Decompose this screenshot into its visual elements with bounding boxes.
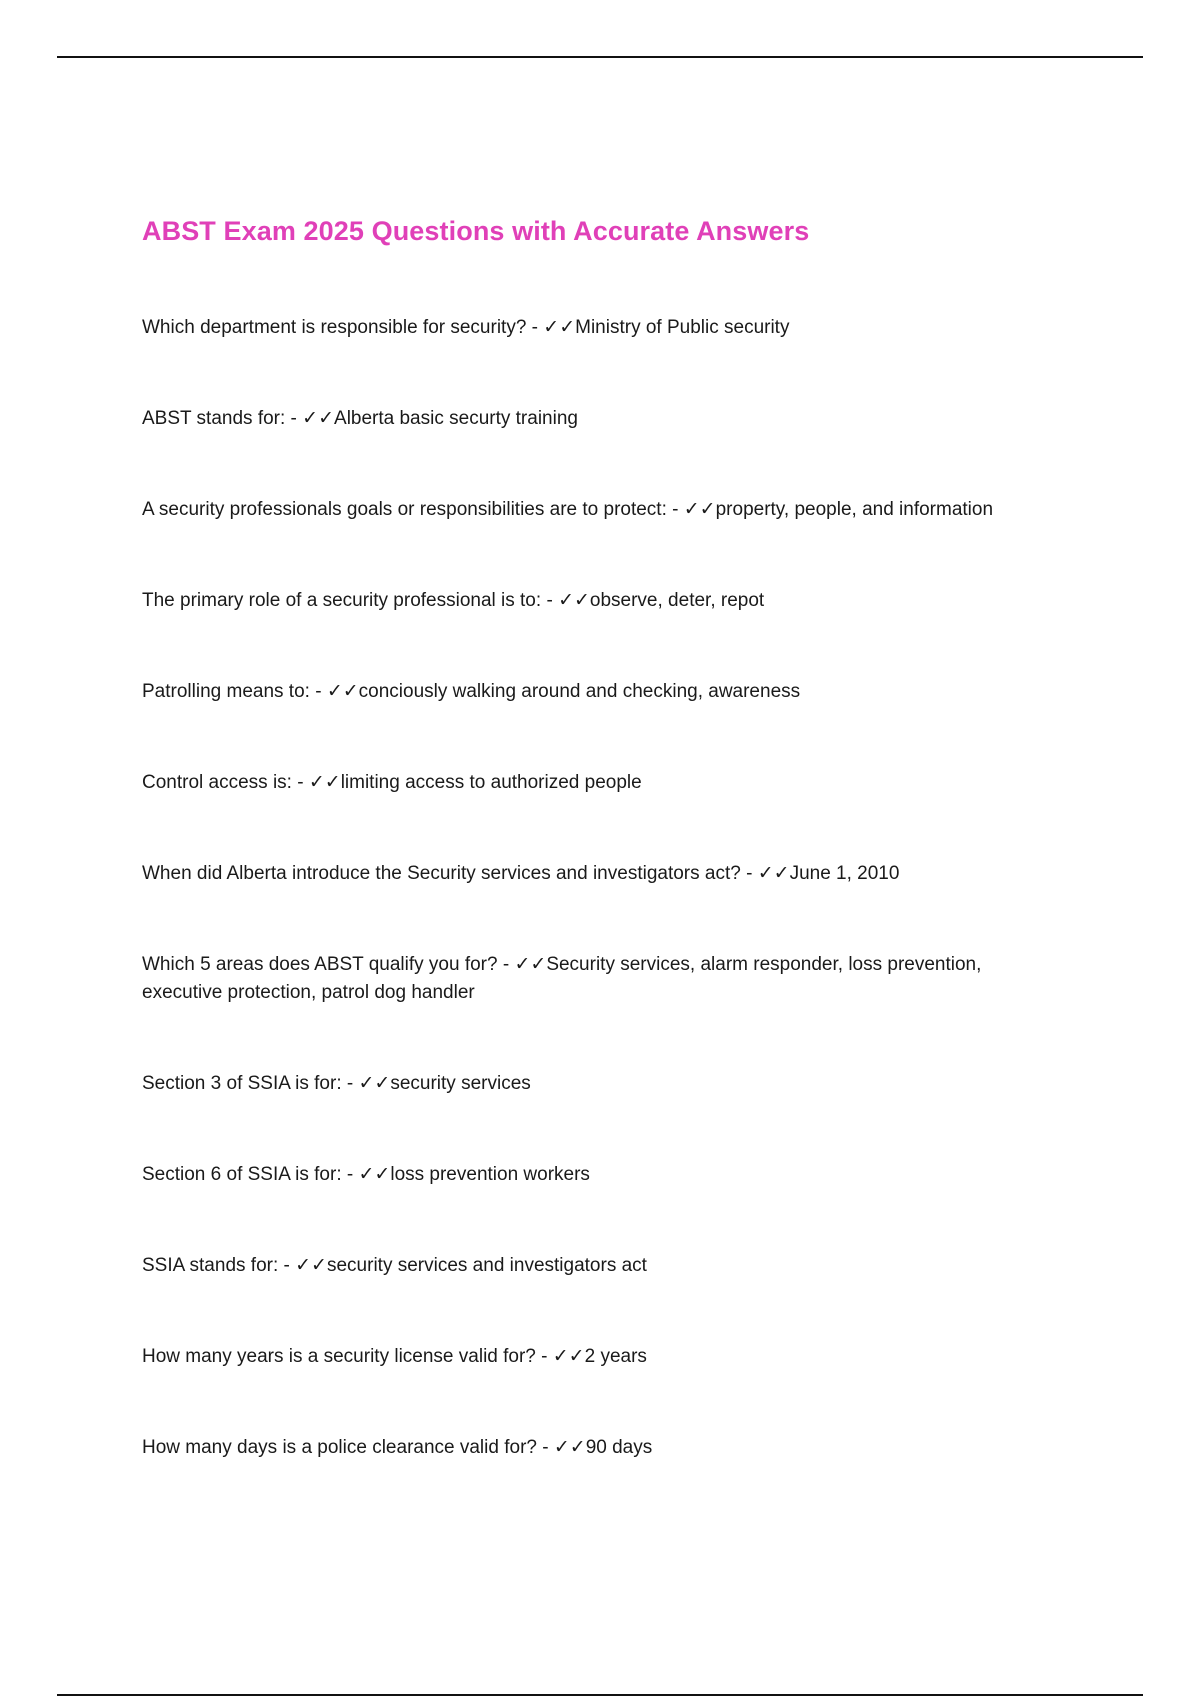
qa-item: How many days is a police clearance valid for? - ✓✓90 days: [142, 1437, 653, 1458]
answer: 90 days: [585, 1437, 653, 1458]
question: Which 5 areas does ABST qualify you for?: [142, 954, 498, 975]
answer: security services and investigators act: [326, 1255, 647, 1276]
answer: security services: [390, 1073, 531, 1094]
question: Section 6 of SSIA is for:: [142, 1164, 342, 1185]
question: SSIA stands for:: [142, 1255, 279, 1276]
question: A security professionals goals or responsibilities are to protect:: [142, 499, 667, 520]
question: How many days is a police clearance valid for?: [142, 1437, 537, 1458]
answer: 2 years: [584, 1346, 647, 1367]
checkmark-icon: ✓✓: [683, 499, 716, 520]
qa-item: Control access is: - ✓✓limiting access to authorized people: [142, 772, 642, 793]
checkmark-icon: ✓✓: [358, 1164, 391, 1185]
answer: Alberta basic securty training: [334, 408, 578, 429]
qa-item: How many years is a security license valid for? - ✓✓2 years: [142, 1346, 647, 1367]
checkmark-icon: ✓✓: [757, 863, 790, 884]
answer: Ministry of Public security: [575, 317, 790, 338]
checkmark-icon: ✓✓: [295, 1255, 327, 1276]
question: Section 3 of SSIA is for:: [142, 1073, 342, 1094]
checkmark-icon: ✓✓: [514, 954, 547, 975]
checkmark-icon: ✓✓: [553, 1437, 586, 1458]
qa-item: Section 6 of SSIA is for: - ✓✓loss prevention workers: [142, 1164, 590, 1185]
qa-item: The primary role of a security professional is to: - ✓✓observe, deter, repot: [142, 590, 765, 611]
qa-item: SSIA stands for: - ✓✓security services and investigators act: [142, 1255, 647, 1276]
document-title: ABST Exam 2025 Questions with Accurate Answers: [142, 216, 810, 246]
question: How many years is a security license valid for?: [142, 1346, 536, 1367]
qa-item: Which department is responsible for security? - ✓✓Ministry of Public security: [142, 317, 790, 338]
qa-item: Which 5 areas does ABST qualify you for? - ✓✓Security services, alarm responder, loss prevention, executive protection, patrol dog handler: [142, 954, 982, 1003]
question: Which department is responsible for security?: [142, 317, 527, 338]
question: When did Alberta introduce the Security services and investigators act?: [142, 863, 741, 884]
checkmark-icon: ✓✓: [308, 772, 341, 793]
answer: conciously walking around and checking, awareness: [358, 681, 801, 702]
checkmark-icon: ✓✓: [558, 590, 590, 611]
bottom-rule: [57, 1694, 1143, 1696]
qa-item: When did Alberta introduce the Security services and investigators act? - ✓✓June 1, 2010: [142, 863, 900, 884]
checkmark-icon: ✓✓: [543, 317, 576, 338]
question: The primary role of a security professional is to:: [142, 590, 542, 611]
answer: property, people, and information: [715, 499, 994, 520]
answer: Security services, alarm responder, loss prevention, executive protection, patrol dog handler: [142, 954, 982, 1003]
answer: June 1, 2010: [789, 863, 900, 884]
checkmark-icon: ✓✓: [302, 408, 335, 429]
checkmark-icon: ✓✓: [552, 1346, 585, 1367]
question: Patrolling means to:: [142, 681, 310, 702]
qa-item: Patrolling means to: - ✓✓conciously walking around and checking, awareness: [142, 681, 801, 702]
qa-item: ABST stands for: - ✓✓Alberta basic securty training: [142, 408, 578, 429]
top-rule: [57, 56, 1143, 58]
checkmark-icon: ✓✓: [326, 681, 359, 702]
question: ABST stands for:: [142, 408, 286, 429]
qa-item: A security professionals goals or responsibilities are to protect: - ✓✓property, people, and information: [142, 499, 994, 520]
answer: loss prevention workers: [390, 1164, 590, 1185]
question: Control access is:: [142, 772, 292, 793]
answer: observe, deter, repot: [589, 590, 765, 611]
qa-item: Section 3 of SSIA is for: - ✓✓security services: [142, 1073, 531, 1094]
answer: limiting access to authorized people: [340, 772, 642, 793]
checkmark-icon: ✓✓: [358, 1073, 391, 1094]
